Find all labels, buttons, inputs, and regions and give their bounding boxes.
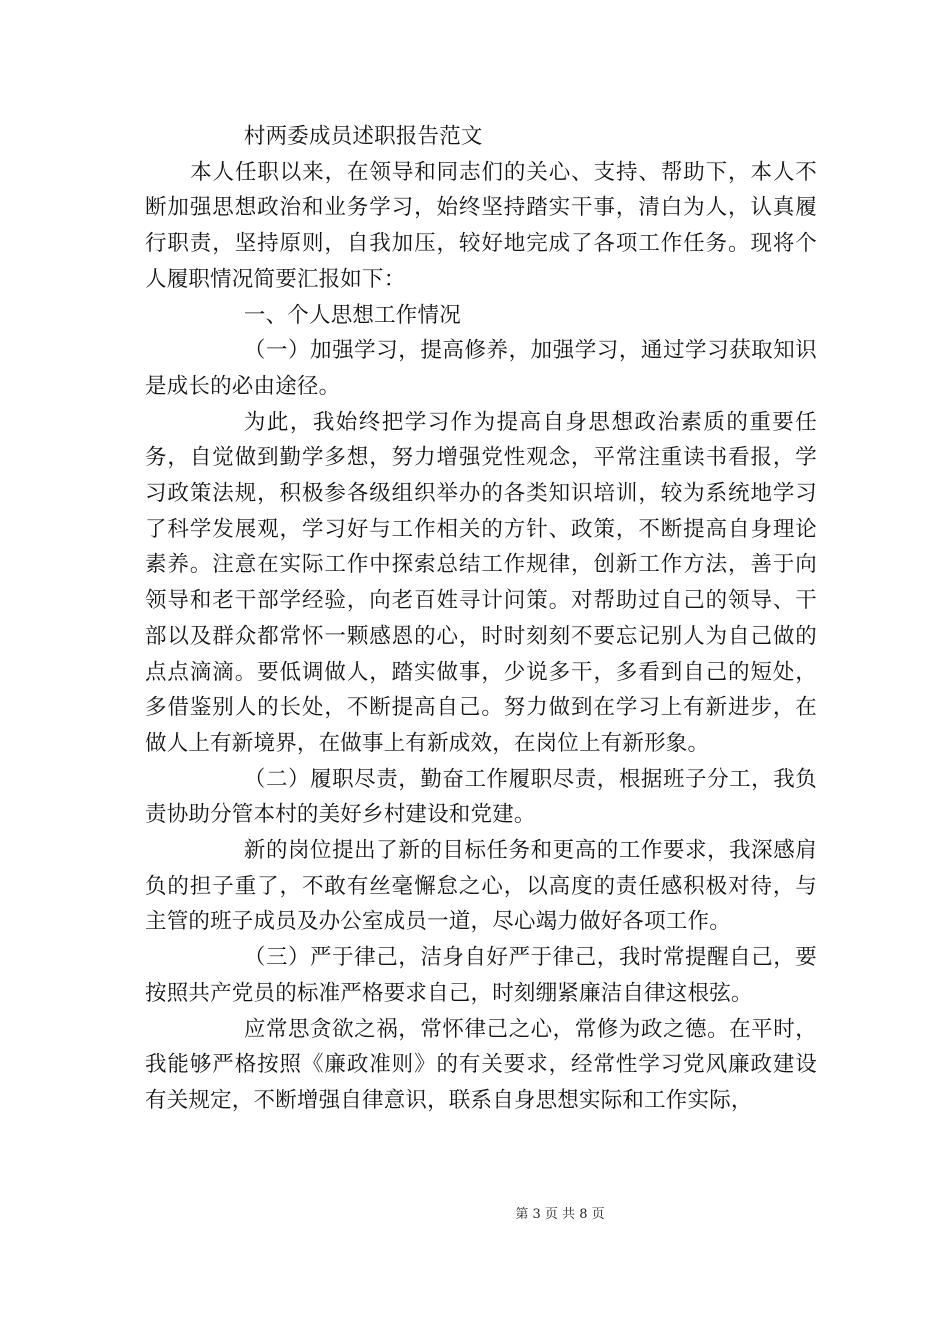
subsection-1: （一）加强学习，提高修养，加强学习，通过学习获取知识是成长的必由途径。 [145, 338, 817, 399]
section-heading-1: 一、个人思想工作情况 [243, 302, 461, 328]
paragraph-study: 为此，我始终把学习作为提高自身思想政治素质的重要任务，自觉做到勤学多想，努力增强党性观念，平常注重读书看报，学习政策法规，积极参各级组织举办的各类知识培训，较为系统地学习了科学发展观，学习好与工作相关的方针、政策，不断提高自身理论素养。注意在实际工作中探索总结工作规律，创新工作方法，善于向领导和老干部学经验，向老百姓寻计问策。对帮助过自己的领导、干部以及群众都常怀一颗感恩的心，时时刻刻不要忘记别人为自己做的点点滴滴。要低调做人，踏实做事，少说多干，多看到自己的短处，多借鉴别人的长处，不断提高自己。努力做到在学习上有新进步，在做人上有新境界，在做事上有新成效，在岗位上有新形象。 [145, 409, 817, 756]
subsection-3: （三）严于律己，洁身自好严于律己，我时常提醒自己，要按照共产党员的标准严格要求自己，时刻绷紧廉洁自律这根弦。 [145, 945, 817, 1006]
document-body [145, 119, 817, 1119]
subsection-2: （二）履职尽责，勤奋工作履职尽责，根据班子分工，我负责协助分管本村的美好乡村建设和党建。 [145, 766, 817, 828]
paragraph-intro: 本人任职以来，在领导和同志们的关心、支持、帮助下，本人不断加强思想政治和业务学习，始终坚持踏实干事，清白为人，认真履行职责，坚持原则，自我加压，较好地完成了各项工作任务。现将个人履职情况简要汇报如下： [145, 159, 817, 292]
paragraph-duty: 新的岗位提出了新的目标任务和更高的工作要求，我深感肩负的担子重了，不敢有丝毫懈怠之心，以高度的责任感积极对待，与主管的班子成员及办公室成员一道，尽心竭力做好各项工作。 [145, 838, 817, 935]
paragraph-discipline: 应常思贪欲之祸，常怀律己之心，常修为政之德。在平时，我能够严格按照《廉政准则》的有关要求，经常性学习党风廉政建设有关规定，不断增强自律意识，联系自身思想实际和工作实际， [145, 1016, 817, 1113]
page-footer: 第 3 页 共 8 页 [515, 1207, 605, 1222]
document-title: 村两委成员述职报告范文 [243, 124, 483, 149]
